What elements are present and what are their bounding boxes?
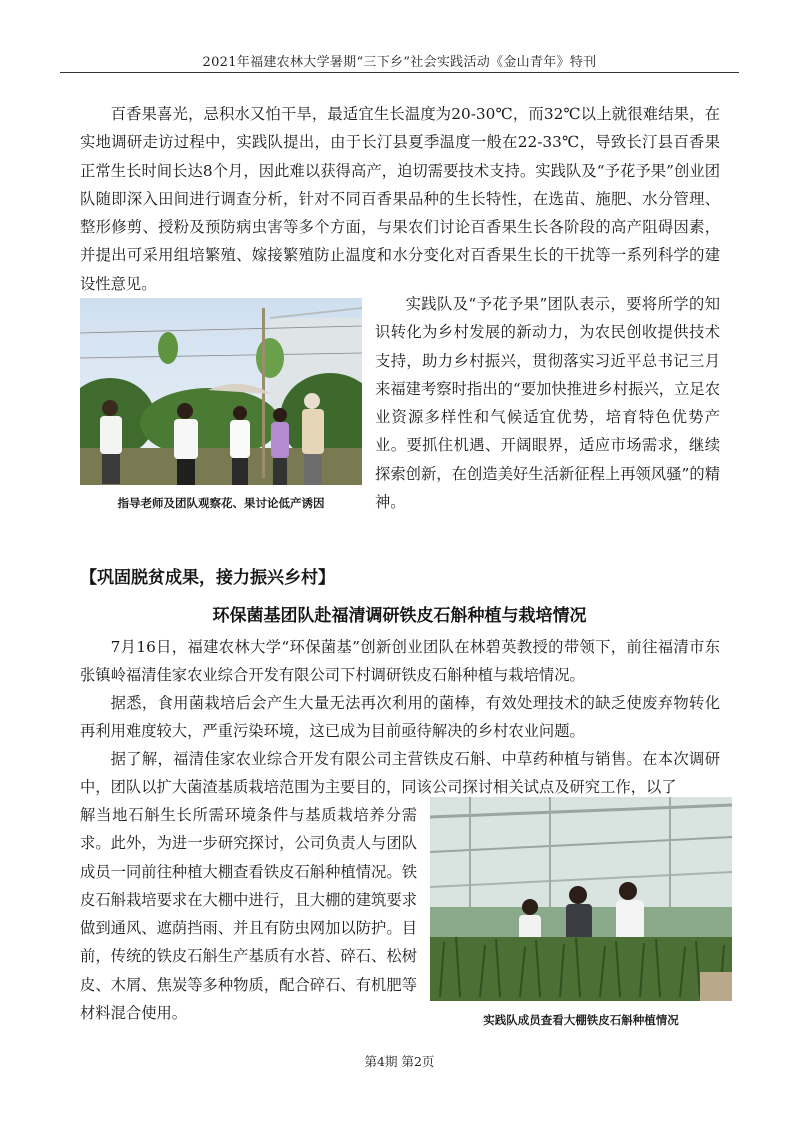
- paragraph-visit-intro: 7月16日，福建农林大学“环保菌基”创新创业团队在林碧英教授的带领下，前往福清市东张镇岭福清佳家农业综合开发有限公司下村调研铁皮石斛种植与栽培情况。: [80, 638, 720, 685]
- paragraph-company-intro: 据了解，福清佳家农业综合开发有限公司主营铁皮石斛、中草药种植与销售。在本次调研中，团队以扩大菌渣基质栽培范围为主要目的，同该公司探讨相关试点及研究工作，以了: [80, 750, 720, 797]
- section-heading: 【巩固脱贫成果，接力振兴乡村】: [80, 568, 335, 588]
- article-title: 环保菌基团队赴福清调研铁皮石斛种植与栽培情况: [212, 606, 587, 626]
- photo-caption-greenhouse-visit: 实践队成员查看大棚铁皮石斛种植情况: [483, 1013, 679, 1027]
- header-rule: [60, 72, 739, 73]
- photo-caption-field-visit: 指导老师及团队观察花、果讨论低产诱因: [117, 496, 325, 510]
- paragraph-team-statement: 实践队及“予花予果”团队表示，要将所学的知识转化为乡村发展的新动力，为农民创收提供技术支持，助力乡村振兴，贯彻落实习近平总书记三月来福建考察时指出的“要加快推进乡村振兴，立足农业资源多样性和气候适宜优势，培育特色优势产业。要抓住机遇、开阔眼界，适应市场需求，继续探索创新，在创造美好生活新征程上再领风骚”的精神。: [375, 295, 720, 512]
- page-footer: 第4期 第2页: [364, 1054, 435, 1069]
- field-visit-image: [80, 298, 362, 485]
- paragraph-passion-fruit: 百香果喜光，忌积水又怕干旱，最适宜生长温度为20-30℃，而32℃以上就很难结果，在实地调研走访过程中，实践队提出，由于长汀县夏季温度一般在22-33℃，导致长汀县百香果正常生长时间长达8个月，因此难以获得高产，迫切需要技术支持。实践队及“予花予果”创业团队随即深入田间进行调查分析，针对不同百香果品种的生长特性，在选苗、施肥、水分管理、整形修剪、授粉及预防病虫害等多个方面，与果农们讨论百香果生长各阶段的高产阻碍因素，并提出可采用组培繁殖、嫁接繁殖防止温度和水分变化对百香果生长的干扰等一系列科学的建设性意见。: [80, 105, 720, 293]
- photo-field-visit: [80, 298, 362, 485]
- photo-greenhouse-visit: [430, 797, 732, 1001]
- greenhouse-visit-image: [430, 797, 732, 1001]
- paragraph-dendrobium-cultivation: 解当地石斛生长所需环境条件与基质栽培养分需求。此外，为进一步研究探讨，公司负责人与团队成员一同前往种植大棚查看铁皮石斛种植情况。铁皮石斛栽培要求在大棚中进行，且大棚的建筑要求做到通风、遮荫挡雨、并且有防虫网加以防护。目前，传统的铁皮石斛生产基质有水苔、碎石、松树皮、木屑、焦炭等多种物质，配合碎石、有机肥等材料混合使用。: [80, 806, 417, 1023]
- paragraph-waste-problem: 据悉，食用菌栽培后会产生大量无法再次利用的菌棒，有效处理技术的缺乏使废弃物转化再利用难度较大，严重污染环境，这已成为目前亟待解决的乡村农业问题。: [80, 694, 720, 741]
- page-header: 2021年福建农林大学暑期“三下乡”社会实践活动《金山青年》特刊: [202, 55, 597, 70]
